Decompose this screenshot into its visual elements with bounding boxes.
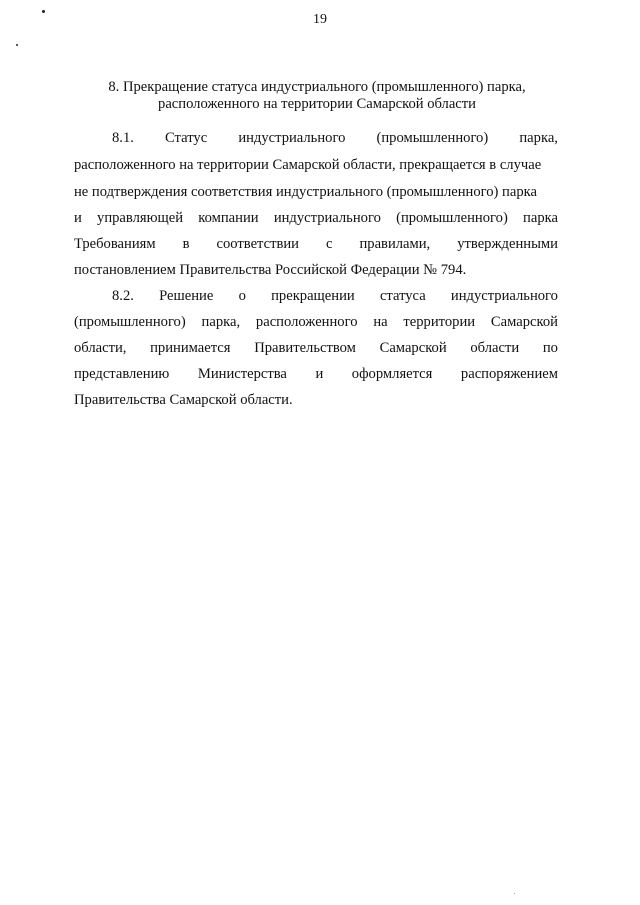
word: прекращении [271,288,355,304]
section-heading [72,79,562,113]
word: Правительством [254,340,356,356]
word: Статус [165,130,208,146]
paragraph-8-1-line-6: постановлением Правительства Российской Федерации № 794. [74,262,467,278]
paragraph-8-2-line-4 [74,366,558,383]
heading-line-2: расположенного на территории Самарской области [158,96,476,112]
word: с [325,236,333,252]
word: индустриального [273,210,381,226]
word: утвержденными [457,236,558,252]
paragraph-8-2-line-1 [74,288,558,305]
word: территории [403,314,476,330]
word: Решение [159,288,214,304]
word: распоряжением [460,366,558,382]
paragraph-8-1-line-2: расположенного на территории Самарской области, прекращается в случае [74,157,542,173]
paragraph-8-1-line-4 [74,210,558,227]
word: оформляется [351,366,433,382]
word: области [470,340,520,356]
word: о [238,288,246,304]
word: расположенного [255,314,358,330]
word: представлению [74,366,170,382]
paragraph-8-2-line-2 [74,314,558,331]
word: Требованиям [74,236,156,252]
word: парка, [519,130,558,146]
word: Самарской [490,314,558,330]
word: статуса [379,288,426,304]
paragraph-8-2-line-5: Правительства Самарской области. [74,392,293,408]
word: принимается [150,340,231,356]
word: парка, [201,314,241,330]
word: парка [523,210,558,226]
page-number: 19 [313,12,327,27]
scan-speck [16,44,18,46]
heading-line-1: 8. Прекращение статуса индустриального (промышленного) парка, [108,79,526,95]
word: на [373,314,388,330]
word: индустриального [450,288,558,304]
paragraph-8-1-line-3: не подтверждения соответствия индустриального (промышленного) парка [74,184,537,200]
word: 8.1. [112,130,134,146]
word: (промышленного) [396,210,508,226]
word: 8.2. [112,288,134,304]
word: в [182,236,190,252]
word: и [315,366,324,382]
word: Министерства [197,366,287,382]
word: и [74,210,82,226]
word: правилами, [359,236,431,252]
paragraph-8-2-line-3 [74,340,558,357]
word: индустриального [238,130,346,146]
word: соответствии [216,236,299,252]
word: управляющей [97,210,184,226]
paragraph-8-1-line-1 [74,130,558,147]
word: (промышленного) [74,314,186,330]
scan-speck [514,893,515,894]
word: по [542,340,558,356]
word: области, [74,340,127,356]
word: компании [198,210,259,226]
word: (промышленного) [376,130,489,146]
paragraph-8-1-line-5 [74,236,558,253]
word: Самарской [379,340,447,356]
